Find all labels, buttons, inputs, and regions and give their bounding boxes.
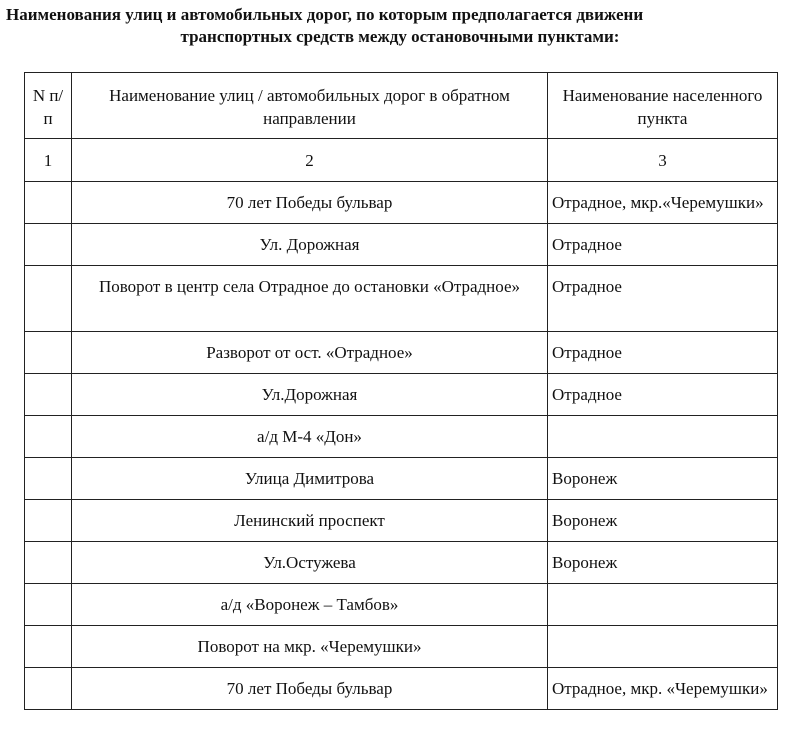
table-row (25, 224, 778, 266)
place-name: Отрадное (548, 224, 778, 266)
place-name: Отрадное (548, 332, 778, 374)
row-num (25, 542, 72, 584)
place-name: Отрадное, мкр.«Черемушки» (548, 182, 778, 224)
place-name: Воронеж (548, 500, 778, 542)
table-row (25, 458, 778, 500)
table-row (25, 374, 778, 416)
page-title (0, 4, 800, 48)
table-row (25, 584, 778, 626)
row-num (25, 416, 72, 458)
street-name: Поворот на мкр. «Черемушки» (72, 626, 548, 668)
column-number: 1 (25, 139, 72, 182)
street-name: Ленинский проспект (72, 500, 548, 542)
place-name (548, 626, 778, 668)
street-name: а/д «Воронеж – Тамбов» (72, 584, 548, 626)
row-num (25, 584, 72, 626)
title-line-2: транспортных средств между остановочными пунктами: (180, 27, 620, 46)
row-num (25, 458, 72, 500)
street-name: а/д М-4 «Дон» (72, 416, 548, 458)
street-name: Ул. Дорожная (72, 224, 548, 266)
street-name: Ул.Остужева (72, 542, 548, 584)
place-name (548, 416, 778, 458)
table-row (25, 416, 778, 458)
column-number: 3 (548, 139, 778, 182)
place-name (548, 584, 778, 626)
street-name: 70 лет Победы бульвар (72, 182, 548, 224)
header-num: N п/п (25, 73, 72, 139)
table-row (25, 542, 778, 584)
header-place: Наименование населенного пункта (548, 73, 778, 139)
table-row (25, 626, 778, 668)
place-name: Отрадное, мкр. «Черемушки» (548, 668, 778, 710)
header-row (25, 73, 778, 139)
place-name: Воронеж (548, 542, 778, 584)
place-name: Отрадное (548, 374, 778, 416)
routes-table (24, 72, 778, 710)
table-row (25, 500, 778, 542)
row-num (25, 500, 72, 542)
table-row (25, 182, 778, 224)
row-num (25, 668, 72, 710)
header-street: Наименование улиц / автомобильных дорог в обратном направлении (72, 73, 548, 139)
street-name: Поворот в центр села Отрадное до остановки «Отрадное» (72, 266, 548, 332)
row-num (25, 626, 72, 668)
table-row (25, 668, 778, 710)
column-number-row (25, 139, 778, 182)
street-name: Разворот от ост. «Отрадное» (72, 332, 548, 374)
street-name: Улица Димитрова (72, 458, 548, 500)
table-row (25, 332, 778, 374)
row-num (25, 374, 72, 416)
row-num (25, 182, 72, 224)
row-num (25, 332, 72, 374)
title-line-1: Наименования улиц и автомобильных дорог, по которым предполагается движени (6, 5, 644, 24)
row-num (25, 224, 72, 266)
street-name: 70 лет Победы бульвар (72, 668, 548, 710)
place-name: Отрадное (548, 266, 778, 332)
street-name: Ул.Дорожная (72, 374, 548, 416)
column-number: 2 (72, 139, 548, 182)
place-name: Воронеж (548, 458, 778, 500)
table-row (25, 266, 778, 332)
row-num (25, 266, 72, 332)
